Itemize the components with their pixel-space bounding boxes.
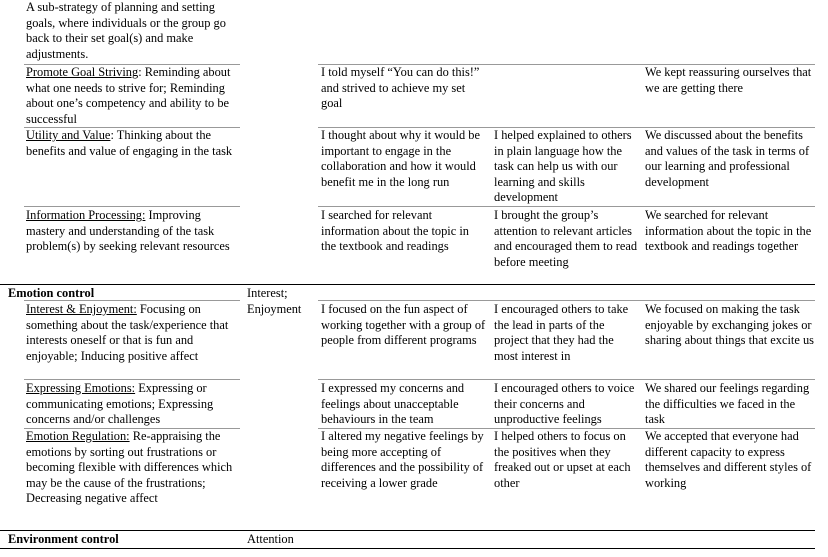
row-6-strategy (26, 429, 238, 507)
strategy-desc: Improving mastery and understanding of the task problem(s) by seeking relevant resources (26, 208, 230, 254)
row-5-individual: I expressed my concerns and feelings about unacceptable behaviours in the team (321, 381, 465, 427)
section-title-environment-control: Environment control (8, 532, 119, 546)
strategy-name: Utility and Value (26, 128, 111, 142)
section-divider (0, 530, 815, 531)
row-0-strategy (26, 0, 238, 62)
row-1-strategy (26, 65, 238, 127)
row-6-individual: I altered my negative feelings by being more accepting of differences and the possibility of receiving a lower grade (321, 429, 484, 490)
row-divider (318, 379, 815, 380)
row-3-others: I brought the group’s attention to relevant articles and encouraged them to read before meeting (494, 208, 638, 269)
row-2-group: We discussed about the benefits and values of the task in terms of our learning and professional development (645, 128, 810, 189)
row-5-others: I encouraged others to voice their concerns and unproductive feelings (494, 381, 635, 427)
row-divider (24, 300, 240, 301)
row-4-strategy (26, 302, 238, 364)
row-4-others: I encouraged others to take the lead in parts of the project that they had the most interest in (494, 302, 629, 363)
section-target-emotion-control: Interest; Enjoyment (247, 286, 302, 316)
section-divider (0, 284, 815, 285)
strategy-desc: : Thinking about the benefits and value of engaging in the task (26, 128, 233, 158)
row-4-individual: I focused on the fun aspect of working together with a group of people from different programs (321, 302, 486, 348)
row-2-others: I helped explained to others in plain language how the task can help us with our learning and skills development (494, 128, 632, 205)
section-target-environment-control: Attention (247, 532, 294, 546)
table-bottom-rule (0, 548, 815, 549)
row-1-individual: I told myself “You can do this!” and strived to achieve my set goal (321, 65, 480, 111)
row-divider (318, 206, 815, 207)
strategy-name: Interest & Enjoyment: (26, 302, 137, 316)
strategy-name: Emotion Regulation: (26, 429, 130, 443)
row-5-strategy (26, 381, 238, 428)
row-divider (318, 300, 815, 301)
row-1-group: We kept reassuring ourselves that we are getting there (645, 65, 812, 95)
row-3-individual: I searched for relevant information about the topic in the textbook and readings (321, 208, 469, 254)
row-divider (24, 379, 240, 380)
row-3-group: We searched for relevant information about the topic in the textbook and readings together (645, 208, 812, 254)
row-3-strategy (26, 208, 238, 255)
row-6-others: I helped others to focus on the positives when they freaked out or upset at each other (494, 429, 631, 490)
strategy-name: Promote Goal Striving (26, 65, 139, 79)
row-0-desc: A sub-strategy of planning and setting goals, where individuals or the group go back to their set goal(s) and make adjustments. (26, 0, 226, 61)
row-5-group: We shared our feelings regarding the difficulties we faced in the task (645, 381, 810, 427)
strategy-desc: Focusing on something about the task/experience that interests oneself or that is fun and enjoyable; Inducing positive affect (26, 302, 229, 363)
strategy-name: Expressing Emotions: (26, 381, 136, 395)
strategy-desc: : Reminding about what one needs to strive for; Reminding about one’s competency and ability to be successful (26, 65, 231, 126)
strategy-name: Information Processing: (26, 208, 146, 222)
row-divider (24, 206, 240, 207)
strategy-desc: Re-appraising the emotions by sorting out frustrations or becoming flexible with differences which may be the cause of the frustrations; Decreasing negative affect (26, 429, 233, 506)
row-6-group: We accepted that everyone had different capacity to express themselves and different styles of working (645, 429, 812, 490)
section-title-emotion-control: Emotion control (8, 286, 95, 300)
strategy-desc: Expressing or communicating emotions; Expressing concerns and/or challenges (26, 381, 214, 427)
row-4-group: We focused on making the task enjoyable by exchanging jokes or sharing about things that excite us (645, 302, 814, 348)
row-2-individual: I thought about why it would be important to engage in the collaboration and how it would benefit me in the long run (321, 128, 480, 189)
row-2-strategy (26, 128, 238, 159)
